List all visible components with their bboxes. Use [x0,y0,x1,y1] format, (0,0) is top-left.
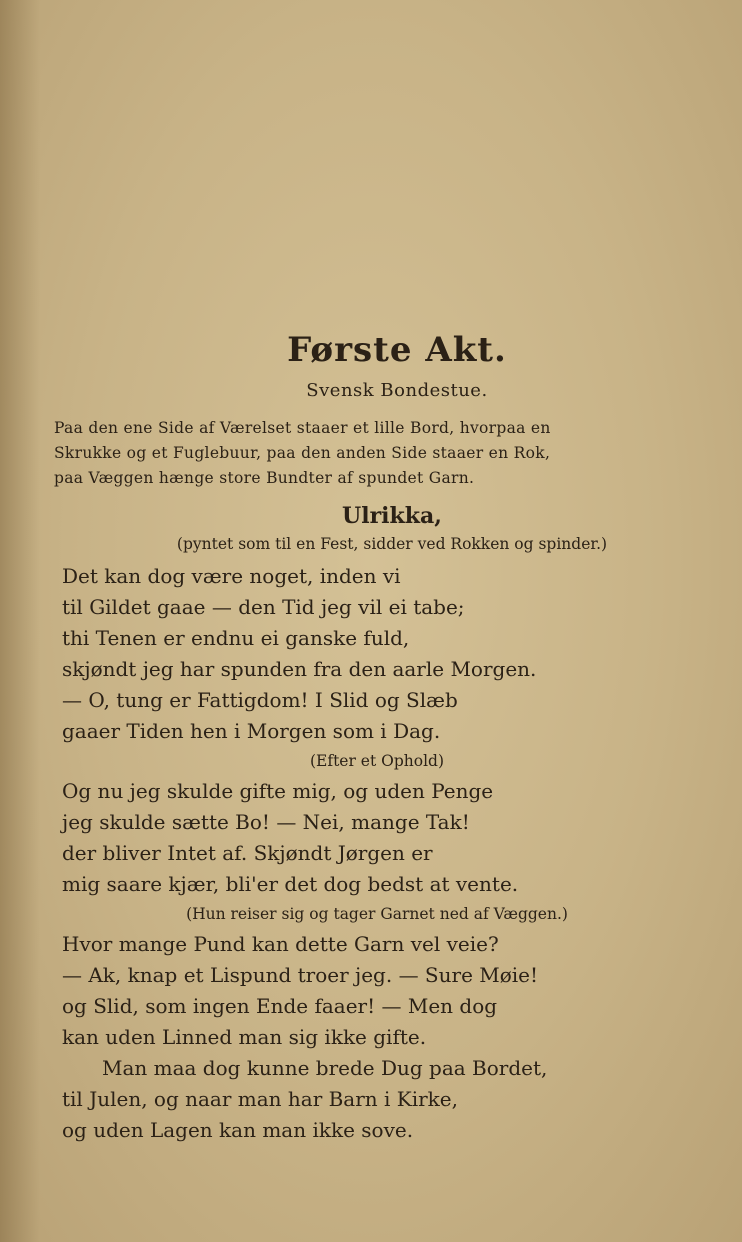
action-direction: (Hun reiser sig og tager Garnet ned af Væggen.) [186,905,568,923]
stage-direction-line: Paa den ene Side af Værelset staaer et lille Bord, hvorpaa en [54,419,551,437]
verse-block-2 [62,776,662,900]
speaker-name: Ulrikka, [342,503,442,529]
verse-line: thi Tenen er endnu ei ganske fuld, [62,626,410,650]
verse-line: Hvor mange Pund kan dette Garn vel veie? [62,932,499,956]
verse-line: og Slid, som ingen Ende faaer! — Men dog [62,994,498,1018]
verse-line: skjøndt jeg har spunden fra den aarle Morgen. [62,657,537,681]
stage-direction-line: paa Væggen hænge store Bundter af spundet Garn. [54,469,475,487]
speaker-direction: (pyntet som til en Fest, sidder ved Rokken og spinder.) [176,535,608,553]
setting-title: Svensk Bondestue. [306,380,488,401]
verse-line: gaaer Tiden hen i Morgen som i Dag. [62,719,441,743]
verse-line: kan uden Linned man sig ikke gifte. [62,1025,427,1049]
verse-line: til Julen, og naar man har Barn i Kirke, [62,1087,458,1111]
pause-direction: (Efter et Ophold) [309,752,445,770]
stage-direction-line: Skrukke og et Fuglebuur, paa den anden Side staaer en Rok, [54,444,551,462]
stage-direction [54,416,654,491]
verse-block-1 [62,561,662,747]
verse-line: Det kan dog være noget, inden vi [62,564,401,588]
verse-line: der bliver Intet af. Skjøndt Jørgen er [62,841,433,865]
verse-line: til Gildet gaae — den Tid jeg vil ei tabe; [62,595,465,619]
verse-line: — O, tung er Fattigdom! I Slid og Slæb [62,688,458,712]
page-gutter-shadow [0,0,40,1242]
verse-line: Man maa dog kunne brede Dug paa Bordet, [102,1056,548,1080]
verse-line: og uden Lagen kan man ikke sove. [62,1118,414,1142]
verse-block-3 [62,929,662,1146]
verse-line: — Ak, knap et Lispund troer jeg. — Sure Møie! [62,963,539,987]
act-title: Første Akt. [287,330,507,370]
page-content [54,328,662,1146]
verse-line: Og nu jeg skulde gifte mig, og uden Penge [62,779,494,803]
verse-line: mig saare kjær, bli'er det dog bedst at vente. [62,872,519,896]
verse-line: jeg skulde sætte Bo! — Nei, mange Tak! [62,810,470,834]
